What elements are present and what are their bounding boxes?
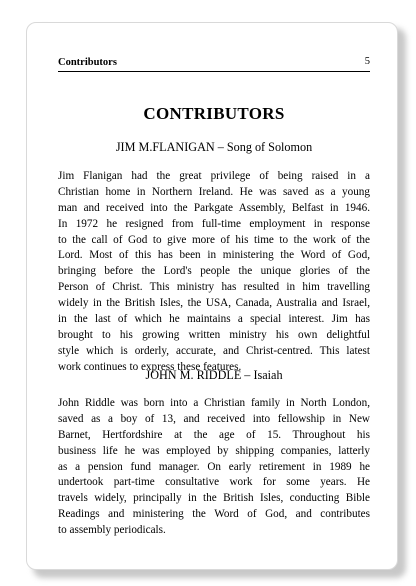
bio-line: to assembly periodicals. <box>58 524 166 537</box>
bio-line: Jim Flanigan had the great privilege of being raised in a <box>58 170 370 182</box>
contributor-heading: JIM M.FLANIGAN – Song of Solomon <box>115 140 313 154</box>
bio-line: in the last of which he maintains a special interest. Jim has <box>58 313 370 326</box>
bio-line: Readings and ministering the Word of God, and contributes <box>58 508 370 521</box>
bio-line: John Riddle was born into a Christian family in North London, <box>58 397 370 409</box>
contributor-bio <box>58 169 370 376</box>
bio-line: bringing before the Lord's people the unique glories of the <box>58 265 370 278</box>
bio-line: to the call of God to give more of his time to the work of the <box>58 233 370 246</box>
bio-line: style which is orderly, accurate, and Christ-centred. This latest <box>58 344 370 357</box>
bio-line: brought to his growing written ministry his own delightful <box>58 328 370 341</box>
bio-line: Barnet, Hertfordshire at the age of 15. Throughout his <box>58 428 370 441</box>
bio-line: widely in the British Isles, the USA, Canada, Australia and Israel, <box>58 297 370 310</box>
book-page <box>26 22 398 570</box>
bio-line: Lord. Most of this has been in ministering the Word of God, <box>58 249 370 262</box>
contributor-heading: JOHN M. RIDDLE – Isaiah <box>145 368 283 382</box>
bio-line: saved as a boy of 13, and received into fellowship in New <box>58 412 370 425</box>
running-header-section: Contributors <box>58 57 117 68</box>
page-title: CONTRIBUTORS <box>143 104 285 123</box>
bio-line: In 1972 he resigned from full-time employment in response <box>58 217 370 230</box>
running-header <box>58 55 370 72</box>
contributor-bio <box>58 396 370 539</box>
bio-line: work continues to express these features. <box>58 360 242 373</box>
bio-line: undertook part-time consultative work for some years. He <box>58 476 370 489</box>
page-number: 5 <box>364 56 370 67</box>
bio-line: man and received into the Parkgate Assembly, Belfast in 1946. <box>58 201 370 214</box>
bio-line: Christian home in Northern Ireland. He was saved as a young <box>58 185 370 198</box>
bio-line: business life he was employed by shipping companies, latterly <box>58 444 370 457</box>
bio-line: travels widely, principally in the British Isles, conducting Bible <box>58 492 370 505</box>
bio-line: Person of Christ. This ministry has resulted in him travelling <box>58 281 370 294</box>
bio-line: as a pension fund manager. On early retirement in 1989 he <box>58 460 370 473</box>
